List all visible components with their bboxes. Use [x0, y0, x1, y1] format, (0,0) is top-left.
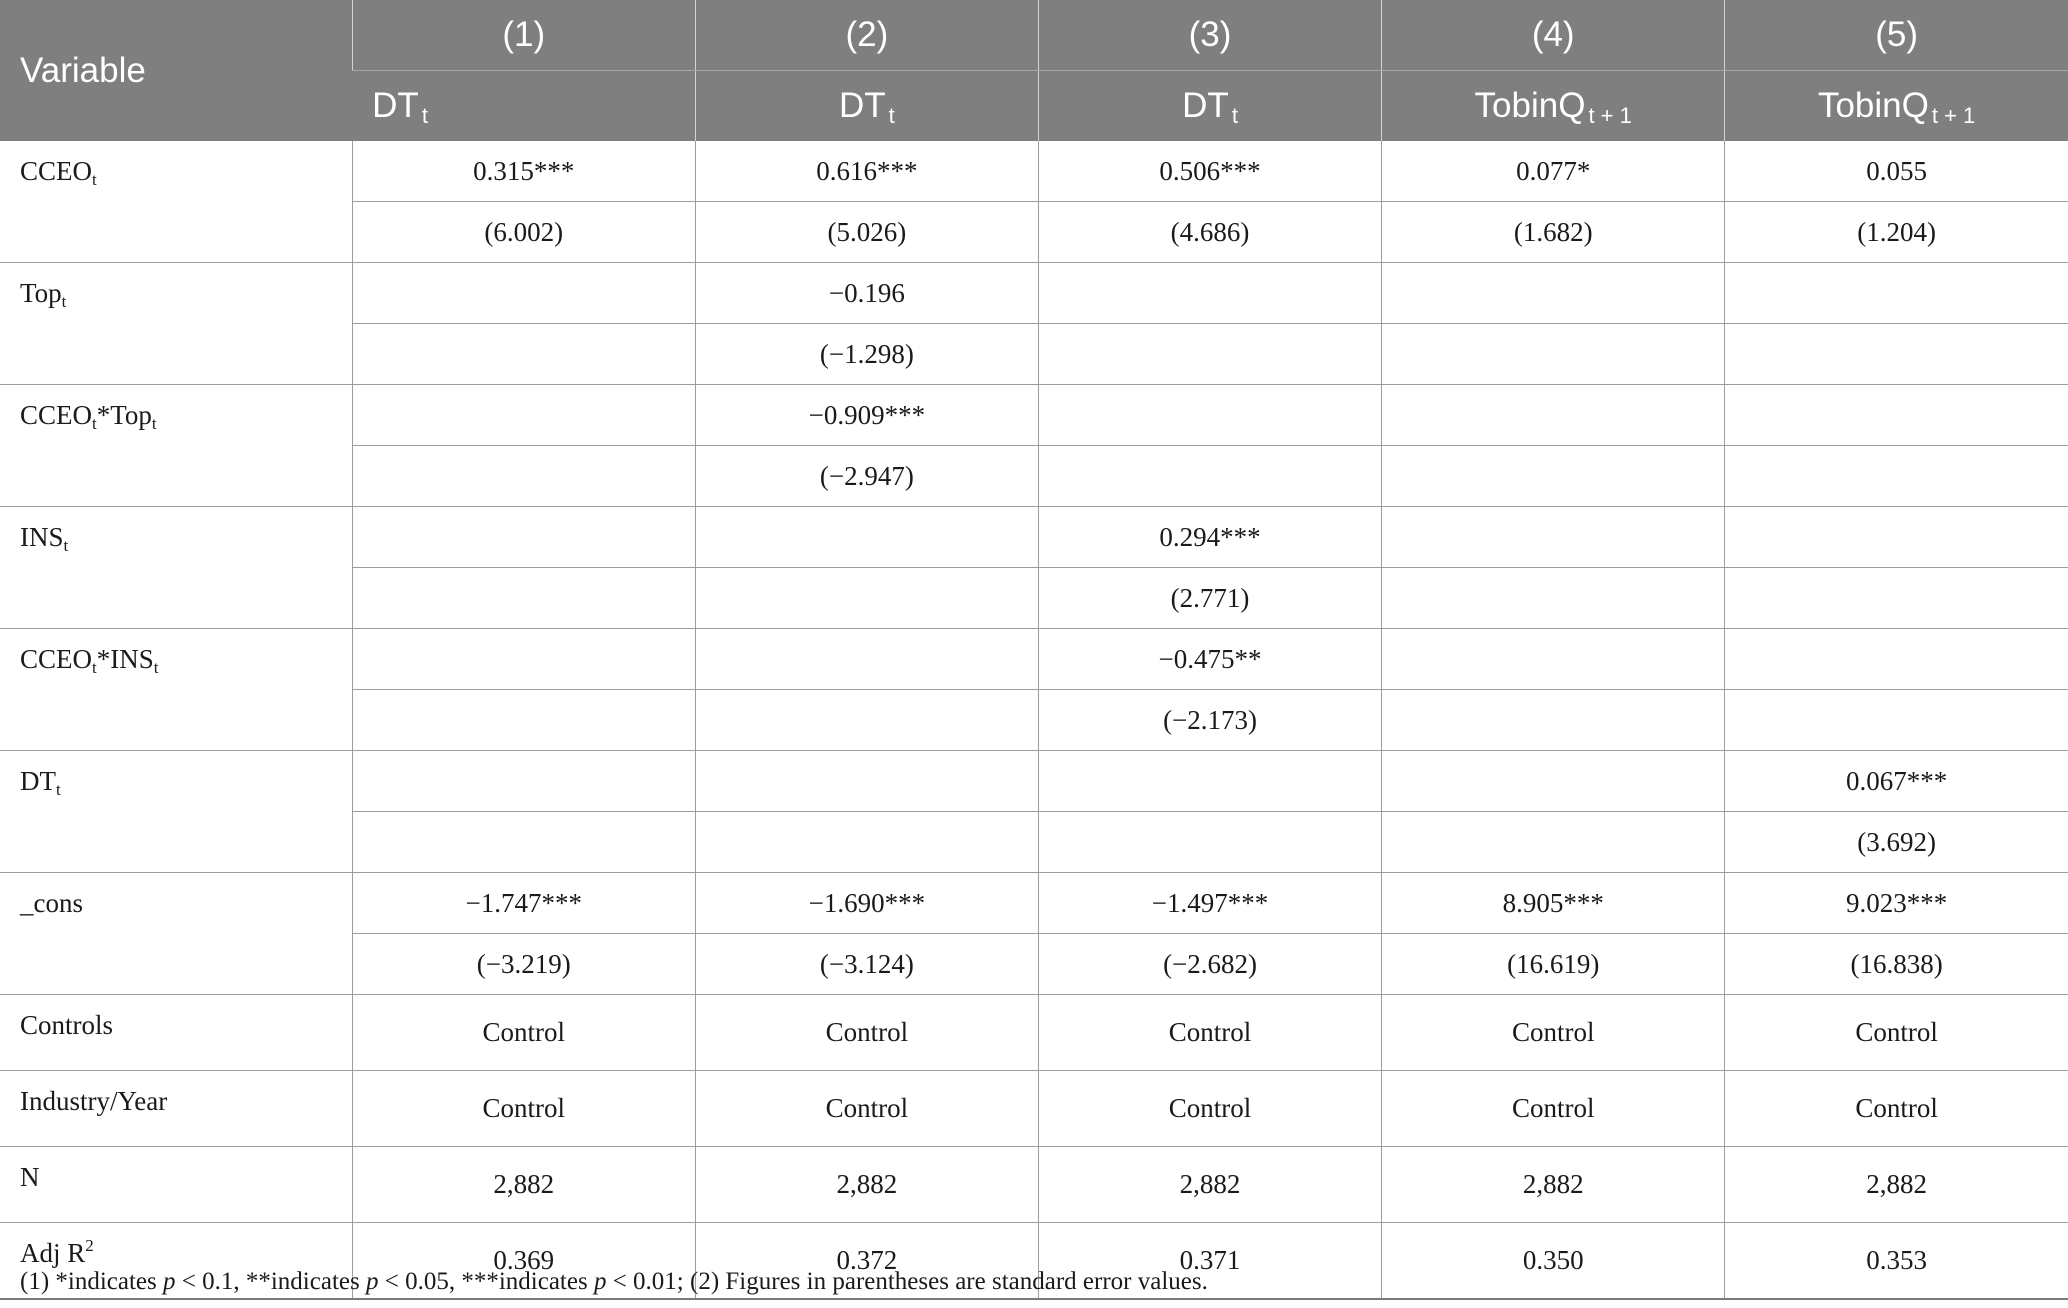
coef-cell	[352, 629, 695, 690]
row-label-cons: _cons	[0, 873, 352, 995]
coef-cell: −0.196	[695, 263, 1038, 324]
tvalue-cell	[1382, 324, 1725, 385]
column-number-5: (5)	[1725, 0, 2068, 71]
value-cell: 0.353	[1725, 1223, 2068, 1300]
tvalue-cell: (−2.682)	[1038, 934, 1381, 995]
coef-cell	[1725, 629, 2068, 690]
coef-cell	[695, 751, 1038, 812]
tvalue-cell: (16.838)	[1725, 934, 2068, 995]
coef-cell: −1.497***	[1038, 873, 1381, 934]
tvalue-cell: (−2.947)	[695, 446, 1038, 507]
value-cell: 0.350	[1382, 1223, 1725, 1300]
tvalue-cell: (6.002)	[352, 202, 695, 263]
dependent-variable-4	[1382, 71, 1725, 142]
dv-name: DT	[1182, 86, 1229, 125]
column-number-4: (4)	[1382, 0, 1725, 71]
tvalue-cell	[1382, 446, 1725, 507]
coef-cell	[1382, 751, 1725, 812]
coef-cell: −0.475**	[1038, 629, 1381, 690]
coef-cell	[352, 507, 695, 568]
value-cell: 0.371	[1038, 1223, 1381, 1300]
coef-cell	[1038, 751, 1381, 812]
coef-cell: 0.067***	[1725, 751, 2068, 812]
value-cell: Control	[1382, 995, 1725, 1071]
dv-name: TobinQ	[1817, 86, 1929, 125]
dependent-variable-3	[1038, 71, 1381, 142]
dependent-variable-5	[1725, 71, 2068, 142]
tvalue-cell	[1725, 324, 2068, 385]
dv-subscript: t + 1	[1588, 103, 1632, 128]
row-label-controls: Controls	[0, 995, 352, 1071]
dv-subscript: t	[1231, 103, 1238, 128]
value-cell: 0.372	[695, 1223, 1038, 1300]
coef-cell: 0.506***	[1038, 141, 1381, 202]
tvalue-cell	[1725, 690, 2068, 751]
value-cell: Control	[695, 995, 1038, 1071]
table-row-ins-coef	[0, 507, 2068, 568]
row-label-cceo-top: $CCEO_t*Top_t$	[0, 385, 352, 507]
coef-cell: 8.905***	[1382, 873, 1725, 934]
dv-subscript: t	[888, 103, 895, 128]
coef-cell: −1.747***	[352, 873, 695, 934]
tvalue-cell	[1725, 446, 2068, 507]
tvalue-cell: (−1.298)	[695, 324, 1038, 385]
coef-cell	[1725, 263, 2068, 324]
coef-cell: 9.023***	[1725, 873, 2068, 934]
coef-cell: −1.690***	[695, 873, 1038, 934]
value-cell: 2,882	[1382, 1147, 1725, 1223]
value-cell: Control	[1382, 1071, 1725, 1147]
coef-cell	[1038, 385, 1381, 446]
coef-cell	[352, 385, 695, 446]
tvalue-cell: (−3.219)	[352, 934, 695, 995]
dv-name: DT	[839, 86, 886, 125]
coef-cell	[1382, 629, 1725, 690]
coef-cell	[1038, 263, 1381, 324]
table-row-industry-year	[0, 1071, 2068, 1147]
tvalue-cell: (5.026)	[695, 202, 1038, 263]
tvalue-cell: (4.686)	[1038, 202, 1381, 263]
coef-cell	[1725, 385, 2068, 446]
value-cell: 2,882	[1038, 1147, 1381, 1223]
variable-header: Variable	[0, 0, 352, 141]
tvalue-cell	[352, 690, 695, 751]
coef-cell	[352, 751, 695, 812]
value-cell: Control	[352, 995, 695, 1071]
tvalue-cell: (16.619)	[1382, 934, 1725, 995]
value-cell: 2,882	[352, 1147, 695, 1223]
row-label-top: Top$_t$	[0, 263, 352, 385]
row-label-dt: $DT_t$	[0, 751, 352, 873]
tvalue-cell	[352, 812, 695, 873]
tvalue-cell	[352, 324, 695, 385]
value-cell: Control	[1725, 1071, 2068, 1147]
table-row-controls	[0, 995, 2068, 1071]
row-label-ins: $INS_t$	[0, 507, 352, 629]
coef-cell	[695, 507, 1038, 568]
coef-cell	[695, 629, 1038, 690]
coef-cell: 0.315***	[352, 141, 695, 202]
tvalue-cell	[1382, 568, 1725, 629]
dv-name: TobinQ	[1474, 86, 1586, 125]
table-footnote: (1) *indicates p < 0.1, **indicates p < 0.05, ***indicates p < 0.01; (2) Figures in parentheses are standard error values.	[20, 1268, 1208, 1295]
tvalue-cell: (−2.173)	[1038, 690, 1381, 751]
value-cell: 0.369	[352, 1223, 695, 1300]
tvalue-cell	[352, 446, 695, 507]
coef-cell	[1382, 263, 1725, 324]
tvalue-cell	[1038, 324, 1381, 385]
row-label-industry-year: Industry/Year	[0, 1071, 352, 1147]
coef-cell: 0.616***	[695, 141, 1038, 202]
tvalue-cell	[1038, 446, 1381, 507]
value-cell: Control	[352, 1071, 695, 1147]
dv-subscript: t	[421, 103, 428, 128]
row-label-cceo-ins: $CCEO_t*INS_t$	[0, 629, 352, 751]
dv-name: DT	[372, 86, 419, 125]
value-cell: 2,882	[1725, 1147, 2068, 1223]
table-row-cceo-coef	[0, 141, 2068, 202]
coef-cell	[1725, 507, 2068, 568]
column-number-2: (2)	[695, 0, 1038, 71]
tvalue-cell	[695, 690, 1038, 751]
table-row-cons-coef	[0, 873, 2068, 934]
coef-cell	[1382, 385, 1725, 446]
value-cell: Control	[1725, 995, 2068, 1071]
coef-cell: 0.055	[1725, 141, 2068, 202]
column-number-1: (1)	[352, 0, 695, 71]
table-row-n	[0, 1147, 2068, 1223]
tvalue-cell	[352, 568, 695, 629]
table-row-dt-coef	[0, 751, 2068, 812]
value-cell: Control	[1038, 995, 1381, 1071]
table-body	[0, 141, 2068, 1299]
value-cell: Control	[695, 1071, 1038, 1147]
tvalue-cell: (2.771)	[1038, 568, 1381, 629]
dv-subscript: t + 1	[1931, 103, 1976, 128]
column-number-3: (3)	[1038, 0, 1381, 71]
tvalue-cell	[695, 568, 1038, 629]
tvalue-cell: (1.204)	[1725, 202, 2068, 263]
table-header	[0, 0, 2068, 141]
table-row-top-coef	[0, 263, 2068, 324]
dependent-variable-1	[352, 71, 695, 142]
tvalue-cell	[1725, 568, 2068, 629]
tvalue-cell: (3.692)	[1725, 812, 2068, 873]
coef-cell: 0.294***	[1038, 507, 1381, 568]
tvalue-cell	[695, 812, 1038, 873]
tvalue-cell: (−3.124)	[695, 934, 1038, 995]
dependent-variable-2	[695, 71, 1038, 142]
tvalue-cell	[1382, 690, 1725, 751]
coef-cell	[352, 263, 695, 324]
coef-cell: −0.909***	[695, 385, 1038, 446]
tvalue-cell	[1038, 812, 1381, 873]
table-row-cceo-ins-coef	[0, 629, 2068, 690]
row-label-n: N	[0, 1147, 352, 1223]
coef-cell	[1382, 507, 1725, 568]
value-cell: 2,882	[695, 1147, 1038, 1223]
tvalue-cell: (1.682)	[1382, 202, 1725, 263]
coef-cell: 0.077*	[1382, 141, 1725, 202]
tvalue-cell	[1382, 812, 1725, 873]
row-label-adj-r2: Adj $R^2$	[0, 1223, 352, 1300]
table-row-cceo-top-coef	[0, 385, 2068, 446]
value-cell: Control	[1038, 1071, 1381, 1147]
row-label-cceo: $CCEO_t$	[0, 141, 352, 263]
